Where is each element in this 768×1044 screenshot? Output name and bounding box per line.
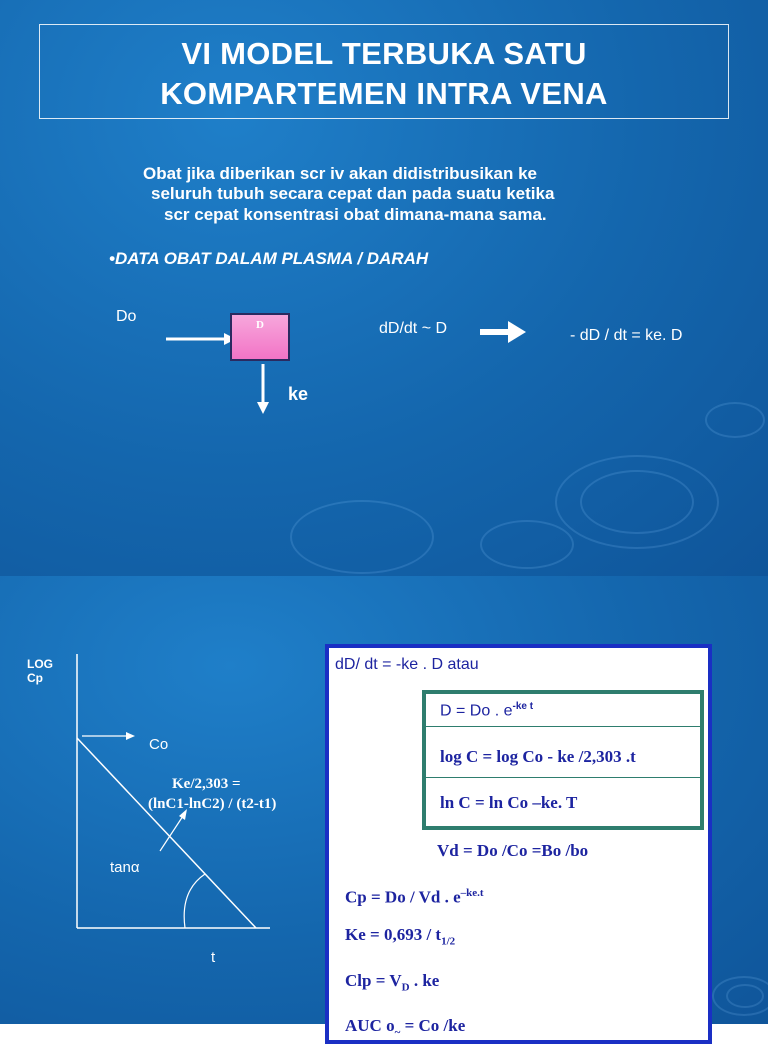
- elimination-line: [77, 738, 256, 928]
- paragraph-line-2: seluruh tubuh secara cepat dan pada suatu ketika: [151, 184, 555, 203]
- equation-vd: Vd = Do /Co =Bo /bo: [437, 841, 589, 860]
- ripple-decoration: [290, 500, 434, 574]
- equation-clp: Clp = $V_D$ . ke: [345, 971, 440, 994]
- compartment-box: [230, 313, 290, 361]
- y-axis-label: [27, 657, 53, 685]
- ripple-decoration: [580, 470, 694, 534]
- paragraph-line-3: scr cepat konsentrasi obat dimana-mana sama.: [164, 205, 547, 224]
- formula-header: dD/ dt = -ke . D atau: [335, 656, 479, 673]
- equation-auc: AUC $o_\sim = Co$ /ke: [345, 1016, 466, 1039]
- equation-d: D = Do . $e^{-ke t}$: [440, 701, 534, 720]
- slope-equation-line-2: (lnC1-lnC2) / (t2-t1): [148, 796, 277, 812]
- implies-arrow-icon: [478, 318, 530, 346]
- angle-arc: [184, 874, 205, 928]
- rate-result-equation: - dD / dt = ke. D: [570, 327, 683, 344]
- do-label: Do: [116, 308, 137, 325]
- x-axis-label: t: [211, 949, 216, 966]
- equation-ke: $Ke = 0,693 / t_{1/2}$: [345, 925, 456, 948]
- y-axis-label-line-1: LOG: [27, 657, 53, 671]
- formula-panel: [325, 644, 712, 1044]
- title-line-2: KOMPARTEMEN INTRA VENA: [160, 76, 608, 111]
- rate-equation: dD/dt ~ D: [379, 320, 448, 337]
- slide-title: [39, 24, 729, 119]
- slope-equation-line-1: Ke/2,303 =: [172, 776, 241, 792]
- compartment-label: D: [256, 319, 264, 331]
- title-line-1: VI MODEL TERBUKA SATU: [181, 36, 587, 71]
- ripple-decoration: [726, 984, 764, 1008]
- input-arrow-icon: [160, 325, 240, 355]
- slope-arrow: [160, 816, 183, 851]
- elimination-arrow-icon: [250, 362, 276, 418]
- equation-log: log C = log Co - ke /2,303 .t: [440, 747, 636, 766]
- ke-label: ke: [288, 384, 309, 404]
- key-equations-box: [422, 690, 704, 830]
- ripple-decoration: [480, 520, 574, 569]
- paragraph-line-1: Obat jika diberikan scr iv akan didistribusikan ke: [143, 164, 537, 183]
- tan-alpha-label: tanα: [110, 859, 140, 876]
- co-label: Co: [149, 736, 169, 753]
- equation-cp: Cp = Do / Vd . $e^{-ke.t}$: [345, 887, 484, 907]
- y-axis-label-line-2: Cp: [27, 671, 43, 685]
- bullet-heading: •DATA OBAT DALAM PLASMA / DARAH: [109, 249, 429, 268]
- equation-ln: ln C = ln Co –ke. T: [440, 793, 578, 812]
- ripple-decoration: [705, 402, 765, 438]
